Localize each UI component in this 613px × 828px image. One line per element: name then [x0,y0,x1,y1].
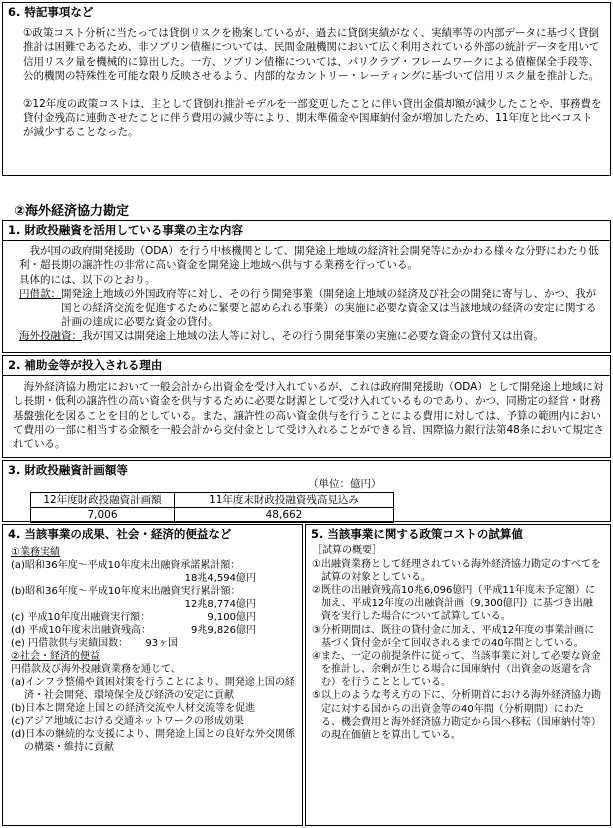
item-text: 出融資業務として経理されている海外経済協力勘定のすべてを試算の対象としている。 [320,558,601,583]
business-content-p2: 具体的には、以下のとおり。 [19,273,156,286]
business-content-header: 1. 財政投融資を活用している事業の主な内容 [3,221,610,241]
h10-balance-value: 9兆9,826億円 [191,625,256,637]
approval-total-value: 18兆4,594億円 [184,573,256,585]
item-text: 以上のような考え方の下に、分析期首における海外経済協力勘定に対する国からの出資金等の40年間（分析期間）にわたる、機会費用と海外経済協力勘定から国へ移転（国庫納付等）の現在価値とを算出している。 [320,690,601,742]
policy-cost-box [305,524,611,826]
item-number: ④ [312,650,321,662]
policy-cost-subheader: ［試算の概要］ [312,545,382,557]
yen-loan-label: 円借款： [19,287,61,300]
policy-cost-item [312,650,602,690]
benefits-heading: ②社会・経済的便益 [11,651,100,663]
recipient-count-value: 93ヶ国 [145,638,179,650]
performance-heading: ①業務実績 [11,547,60,559]
unit-label: （単位：億円） [308,478,382,490]
subsidy-reason-header: 2. 補助金等が投入される理由 [3,356,610,376]
overseas-investment-item [19,329,604,343]
special-note-1: ①政策コスト分析に当たっては貸倒リスクを勘案しているが、過去に貸倒実績がなく、実績率等の内部データに基づく貸倒推計は困難であるため、非ソブリン債権については、民間金融機関において広く利用されている外部の統計データを用いて信用リスク量を機械的に算出した。一方、ソブリン債権については、パリクラブ・フレームワークによる債権保全手段等、公的機関の特殊性を可能な限り反映させるよう、内部的なカントリー・レーティングに基づいて信用リスク量を推計した。 [23,27,600,82]
item-number: ⑤ [312,690,321,702]
recipient-count-label: (e) 円借款供与実績国数： [11,638,129,650]
special-note-2: ②12年度の政策コストは、主として貸倒れ推計モデルを一部変更したことに伴い貸出金償却額が減少したことや、事務費を貸付金残高に連動させたことに伴う費用の減少等により、期末準備金や国庫納付金が増加したため、11年度と比べコストが減少することなった。 [23,97,602,138]
section-title: ②海外経済協力勘定 [14,204,130,219]
business-content-box [2,220,611,353]
balance-estimate-value: 48,662 [175,508,394,523]
outcomes-header: 4. 当該事業の成果、社会・経済的便益など [8,527,232,541]
plan-amount-header: 12年度財政投融資計画額 [31,493,175,508]
benefit-item: (b)日本と開発途上国との経済交流や人材交流等を促進 [11,703,256,715]
h10-balance-row [11,624,296,637]
overseas-investment-text: 我が国又は開発途上地域の法人等に対し、その行う開発事業の実施に必要な資金の貸付又は出資。 [82,329,544,342]
fiscal-plan-box [2,460,611,522]
h10-disbursement-value: 9,100億円 [207,612,256,624]
yen-loan-item [19,287,604,329]
benefit-item: (d)日本の継続的な支援により、開発途上国との良好な外交関係の構築・維持に貢献 [11,729,296,754]
fiscal-plan-header: 3. 財政投融資計画額等 [8,463,128,477]
balance-estimate-header: 11年度末財政投融資残高見込み [175,493,394,508]
policy-cost-header: 5. 当該事業に関する政策コストの試算値 [311,527,523,541]
disbursement-total-value: 12兆8,774億円 [184,599,256,611]
h10-disbursement-label: (c) 平成10年度出融資実行額： [11,612,151,624]
yen-loan-text: 開発途上地域の外国政府等に対し、その行う開発事業（開発途上地域の経済及び社会の開発に寄与し、かつ、我が国との経済交流を促進するために緊要と認められる事業）の実施に必要な資金又は当該地域の経済の安定に関する計画の達成に必要な資金の貸付。 [61,287,597,328]
policy-cost-item [312,584,602,624]
item-number: ② [312,584,321,596]
special-notes-header: 6. 特記事項など [8,5,94,19]
item-text: 既往の出融資残高10兆6,096億円（平成11年度末予定額）に加え、平成12年度の出融資計画（9,300億円）に基づき出融資を実行した場合について試算している。 [320,584,596,623]
item-number: ③ [312,624,321,636]
item-number: ① [312,558,321,570]
policy-cost-item [312,558,602,584]
item-text: 分析期間は、既往の貸付金に加え、平成12年度の事業計画に基づく貸付金が全て回収されるまでの40年間としている。 [320,624,595,649]
fiscal-plan-table [30,492,394,523]
recipient-count-row [11,637,296,650]
overseas-investment-label: 海外投融資： [19,329,82,342]
subsidy-reason-text: 海外経済協力勘定において一般会計から出資金を受け入れているが、これは政府開発援助（ODA）として開発途上地域に対し長期・低利の譲許性の高い資金を供与するために必要な財源として受け入れているものであり、かつ、同勘定の経営・財務基盤強化を図ることを目的としている。また、譲許性の高い資金供与を行うことによる費用に対しては、予算の範囲内において費用の一部に相当する金額を一般会計から交付金として受け入れることができる旨、国際協力銀行法第48条において規定されている。 [13,381,604,450]
plan-amount-value: 7,006 [31,508,175,523]
item-text: また、一定の前提条件に従って、当該事業に対して必要な資金を推計し、余剰が生じる場合に国庫納付（出資金の返還を含む）を行うこととしている。 [320,650,601,689]
h10-disbursement-row [11,611,296,624]
approval-total-label: (a)昭和36年度～平成10年度末出融資承諾累計額： [11,560,241,572]
outcomes-box [2,524,303,826]
benefit-item: (a)インフラ整備や貧困対策を行うことにより、開発途上国の経済・社会開発、環境保全及び経済の安定に貢献 [11,677,295,702]
policy-cost-item [312,624,602,650]
h10-balance-label: (d) 平成10年度末出融資残高： [11,625,152,637]
benefit-item: (c)アジア地域における交通ネットワークの形成効果 [11,716,244,728]
business-content-p1: 我が国の政府開発援助（ODA）を行う中核機関として、開発途上地域の経済社会開発等にかかわる様々な分野にわたり低利・超長期の譲許性の非常に高い資金を開発途上地域へ供与する業務を行っている。 [19,245,599,272]
benefits-intro: 円借款及び海外投融資業務を通じて、 [11,664,181,676]
disbursement-total-label: (b)昭和36年度～平成10年度末出融資実行累計額： [11,586,241,598]
policy-cost-item [312,689,602,742]
special-notes-box [2,2,611,176]
subsidy-reason-box [2,355,611,458]
